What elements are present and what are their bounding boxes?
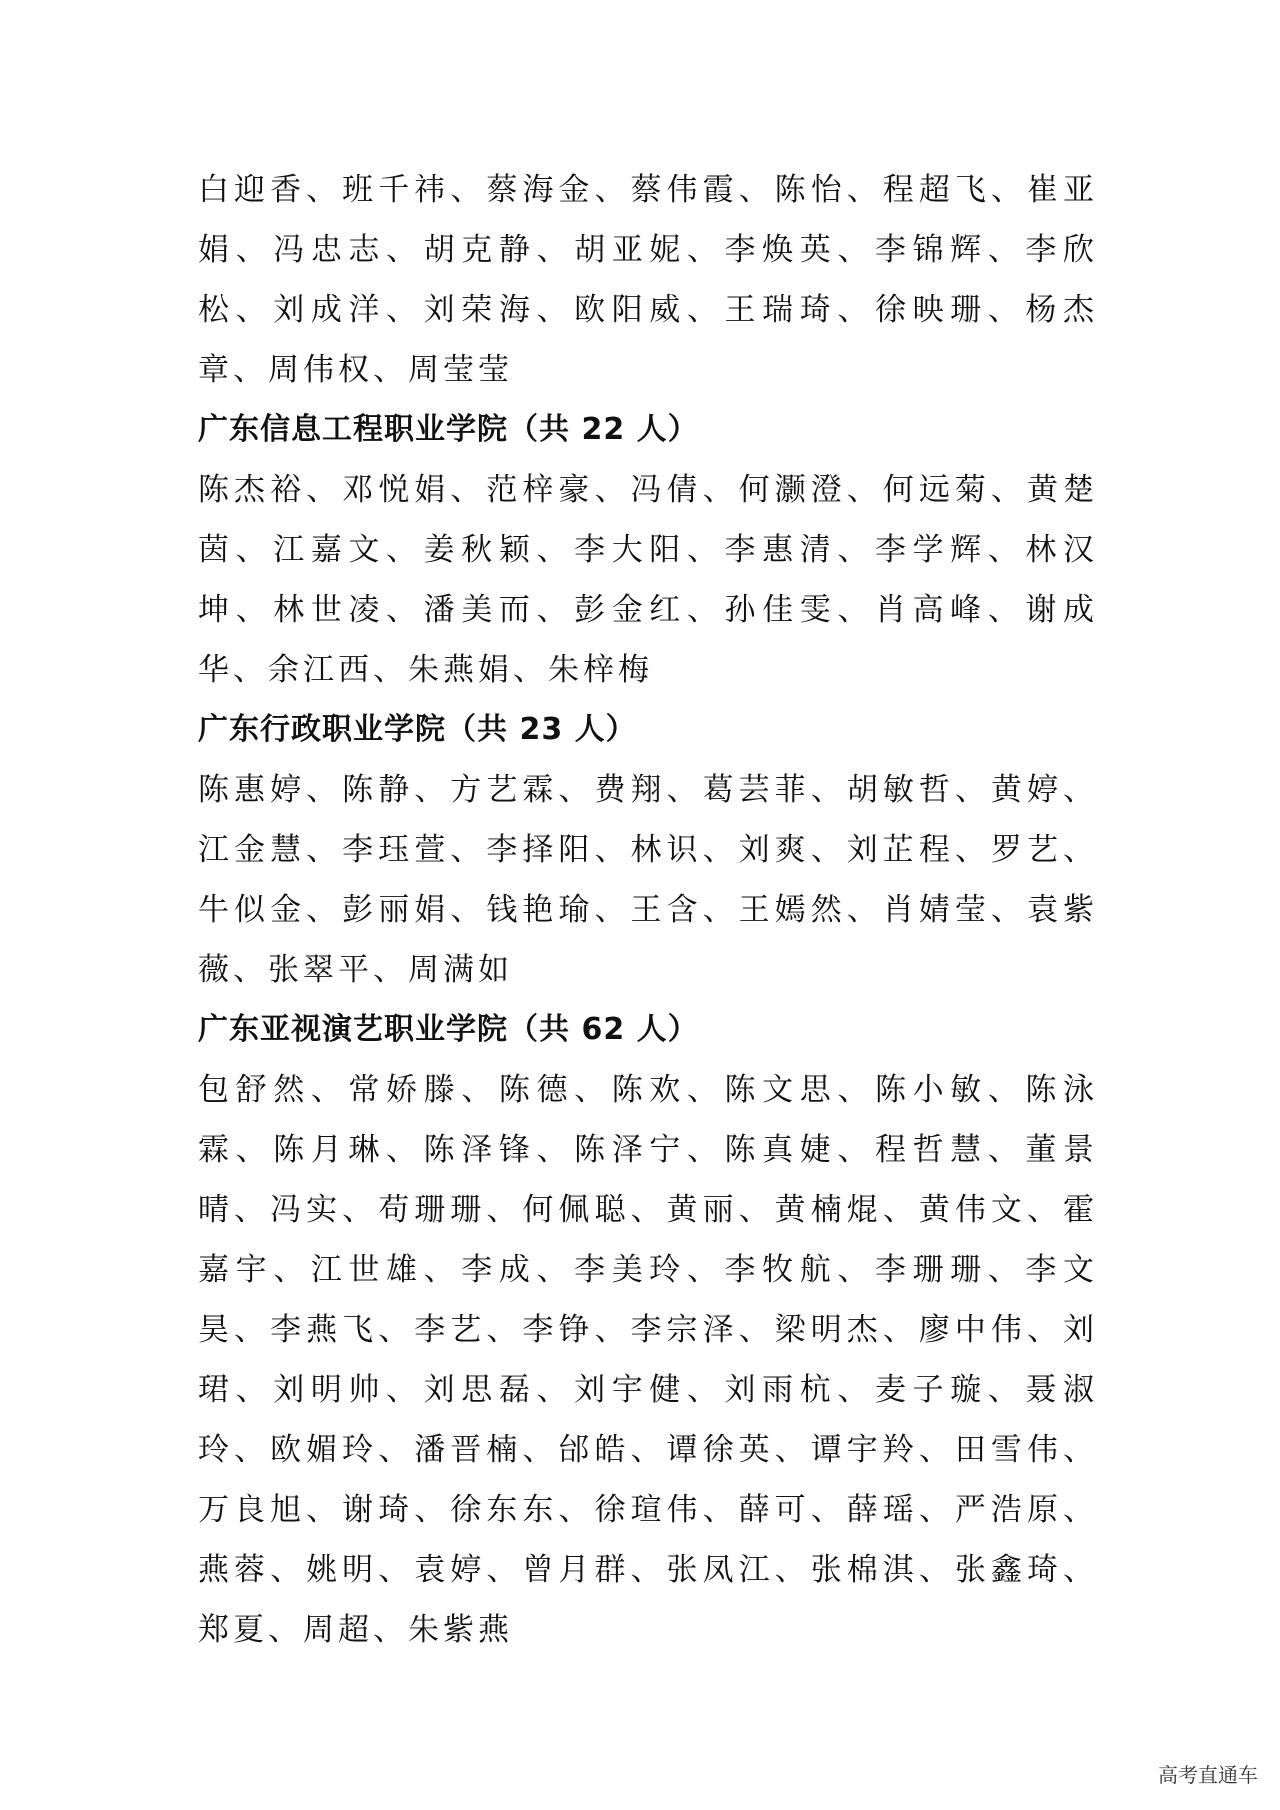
section-heading: 广东信息工程职业学院（共 22 人） xyxy=(198,412,699,447)
document-body xyxy=(198,160,1098,1660)
name-list: 白迎香、班千祎、蔡海金、蔡伟霞、陈怡、程超飞、崔亚娟、冯忠志、胡克静、胡亚妮、李焕英、李锦辉、李欣松、刘成洋、刘荣海、欧阳威、王瑞琦、徐映珊、杨杰章、周伟权、周莹莹 xyxy=(198,172,1098,388)
section-continued-list xyxy=(198,160,1098,400)
section-guangdong-administration xyxy=(198,700,1098,1000)
section-heading: 广东亚视演艺职业学院（共 62 人） xyxy=(198,1012,699,1047)
name-list: 包舒然、常娇滕、陈德、陈欢、陈文思、陈小敏、陈泳霖、陈月琳、陈泽锋、陈泽宁、陈真婕、程哲慧、董景晴、冯实、苟珊珊、何佩聪、黄丽、黄楠焜、黄伟文、霍嘉宇、江世雄、李成、李美玲、李牧航、李珊珊、李文昊、李燕飞、李艺、李铮、李宗泽、梁明杰、廖中伟、刘珺、刘明帅、刘思磊、刘宇健、刘雨杭、麦子璇、聂淑玲、欧媚玲、潘晋楠、邰皓、谭徐英、谭宇羚、田雪伟、万良旭、谢琦、徐东东、徐瑄伟、薛可、薛瑶、严浩原、燕蓉、姚明、袁婷、曾月群、张凤江、张棉淇、张鑫琦、郑夏、周超、朱紫燕 xyxy=(198,1072,1098,1648)
section-guangdong-yashi-performing-arts xyxy=(198,1000,1098,1660)
name-list: 陈惠婷、陈静、方艺霖、费翔、葛芸菲、胡敏哲、黄婷、江金慧、李珏萱、李择阳、林识、刘爽、刘芷程、罗艺、牛似金、彭丽娟、钱艳瑜、王含、王嫣然、肖婧莹、袁紫薇、张翠平、周满如 xyxy=(198,772,1098,988)
section-heading: 广东行政职业学院（共 23 人） xyxy=(198,712,637,747)
section-guangdong-information-engineering xyxy=(198,400,1098,700)
name-list: 陈杰裕、邓悦娟、范梓豪、冯倩、何灏澄、何远菊、黄楚茵、江嘉文、姜秋颖、李大阳、李惠清、李学辉、林汉坤、林世凌、潘美而、彭金红、孙佳雯、肖高峰、谢成华、余江西、朱燕娟、朱梓梅 xyxy=(198,472,1098,688)
watermark: 高考直通车 xyxy=(1158,1763,1258,1787)
